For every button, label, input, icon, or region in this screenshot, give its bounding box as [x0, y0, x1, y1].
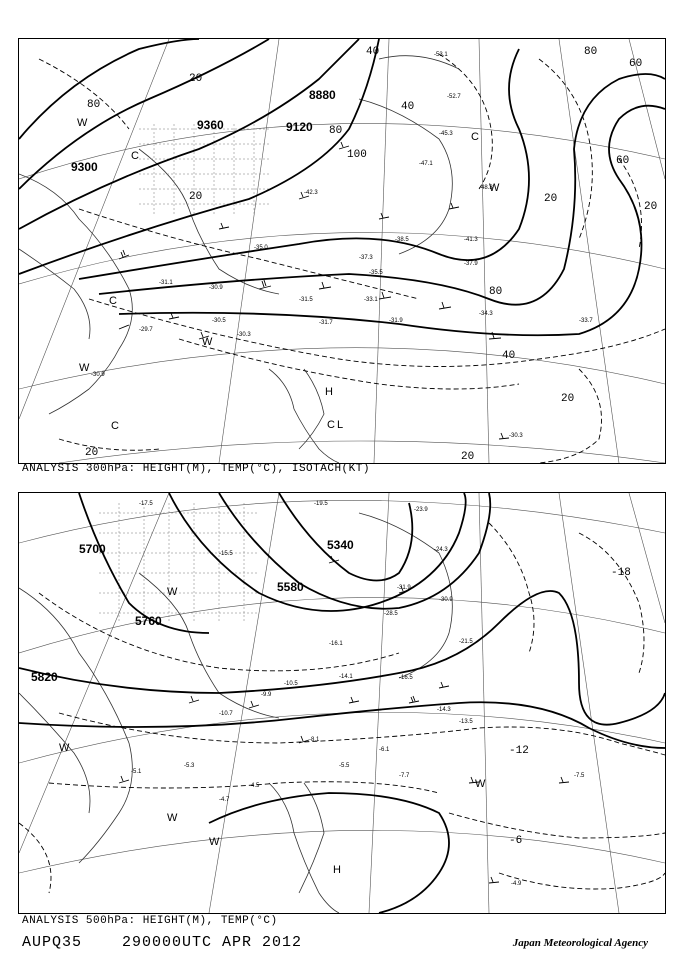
station-temp: -37.9: [464, 261, 478, 267]
agency-name: Japan Meteorological Agency: [512, 937, 648, 949]
station-temp: -48.3: [479, 185, 493, 191]
isotach-label: 100: [347, 149, 367, 161]
isotach-label: 20: [189, 73, 203, 85]
station-temp: -41.3: [464, 237, 478, 243]
chart-identifier: [22, 934, 302, 951]
warm-label: W: [59, 742, 70, 754]
wind-barbs: [119, 556, 569, 883]
station-temp: -29.7: [139, 327, 153, 333]
station-temp: -33.7: [579, 318, 593, 324]
high-label: H: [325, 386, 333, 398]
chart-300hpa: [18, 38, 666, 464]
station-temp: -6.1: [379, 747, 390, 753]
system-labels-500: [59, 586, 486, 876]
station-temp: -15.5: [219, 551, 233, 557]
station-temp: -30.9: [209, 285, 223, 291]
chart-500hpa: [18, 492, 666, 914]
height-label: 9120: [286, 120, 313, 134]
station-temp: -30.3: [237, 332, 251, 338]
height-labels-500: [31, 538, 354, 684]
isotach-label: 20: [644, 201, 658, 213]
isotach-label: 80: [584, 46, 598, 58]
station-temp: -45.3: [439, 131, 453, 137]
station-temp: -30.5: [212, 318, 226, 324]
chart-code: AUPQ35: [22, 934, 83, 951]
station-temp: -30.9: [91, 372, 105, 378]
height-label: 5340: [327, 538, 354, 552]
isotach-label: 20: [189, 191, 203, 203]
station-temp: -5.5: [339, 763, 350, 769]
station-temp: -47.1: [419, 161, 433, 167]
cold-label: C: [109, 295, 117, 307]
warm-label: W: [167, 812, 178, 824]
station-temp: -23.9: [414, 507, 428, 513]
warm-label: W: [202, 336, 213, 348]
station-temp: -5.3: [184, 763, 195, 769]
station-temp: -30.3: [509, 433, 523, 439]
cold-label: C: [111, 420, 119, 432]
station-temp: -14.3: [437, 707, 451, 713]
station-temp: -17.5: [139, 501, 153, 507]
temp-label: -6: [509, 835, 523, 847]
station-temp: -10.7: [219, 711, 233, 717]
station-temp: -4.9: [511, 881, 522, 887]
station-temp: -31.1: [159, 280, 173, 286]
isotach-label: 20: [461, 451, 475, 463]
isotach-label: 80: [87, 99, 101, 111]
isotach-label: 20: [85, 447, 99, 459]
warm-label: W: [489, 182, 500, 194]
map-500hpa: [19, 493, 665, 913]
station-temp: -9.9: [261, 692, 272, 698]
height-label: 9360: [197, 118, 224, 132]
station-temp: -38.5: [395, 237, 409, 243]
station-temp: -21.5: [459, 639, 473, 645]
height-label: 9300: [71, 160, 98, 174]
latlon-grid: [19, 493, 665, 913]
station-temp: -4.7: [219, 797, 230, 803]
cold-label: C: [327, 419, 335, 431]
station-temp: -31.5: [299, 297, 313, 303]
caption-300hpa: ANALYSIS 300hPa: HEIGHT(M), TEMP(°C), ISOTACH(KT): [22, 463, 370, 475]
isotach-label: 60: [616, 155, 630, 167]
temp-label: -18: [611, 567, 631, 579]
station-temp: -4.5: [249, 783, 260, 789]
station-temp: -42.3: [304, 190, 318, 196]
chart-datetime: 290000UTC APR 2012: [122, 934, 303, 951]
station-temp: -10.5: [284, 681, 298, 687]
warm-label: W: [77, 117, 88, 129]
station-temp: -31.7: [319, 320, 333, 326]
station-temp: -53.1: [434, 52, 448, 58]
station-temp: -8.1: [309, 737, 320, 743]
station-temp: -16.1: [329, 641, 343, 647]
station-temp: -34.3: [479, 311, 493, 317]
station-temp: -52.7: [447, 94, 461, 100]
station-temp: -7.7: [399, 773, 410, 779]
system-labels-300: [77, 117, 503, 432]
station-temp: -13.5: [459, 719, 473, 725]
height-labels-300: [71, 88, 336, 174]
low-label: L: [337, 419, 344, 431]
station-temp: -35.5: [369, 270, 383, 276]
height-label: 5700: [79, 542, 106, 556]
station-temps-500: [131, 501, 585, 887]
height-label: 5580: [277, 580, 304, 594]
height-contours: [19, 39, 665, 335]
isotach-label: 80: [329, 125, 343, 137]
station-temp: -24.3: [434, 547, 448, 553]
station-temp: -31.9: [389, 318, 403, 324]
height-label: 5820: [31, 670, 58, 684]
high-label: H: [333, 864, 341, 876]
station-temp: -7.5: [574, 773, 585, 779]
warm-label: W: [209, 836, 220, 848]
isotach-label: 40: [502, 350, 516, 362]
station-temp: -31.9: [397, 585, 411, 591]
warm-label: W: [475, 778, 486, 790]
station-temp: -5.1: [131, 769, 142, 775]
isotach-label: 60: [629, 58, 643, 70]
isotach-label: 20: [561, 393, 575, 405]
warm-label: W: [79, 362, 90, 374]
temp-hatch: [99, 503, 259, 623]
isotach-label: 80: [489, 286, 503, 298]
station-temp: -35.0: [254, 245, 268, 251]
station-temp: -19.5: [314, 501, 328, 507]
cold-label: C: [131, 150, 139, 162]
station-temps-300: [91, 52, 593, 439]
cold-label: C: [471, 131, 479, 143]
station-temp: -14.1: [339, 674, 353, 680]
isotach-label: 40: [401, 101, 415, 113]
station-temp: -30.9: [439, 597, 453, 603]
caption-500hpa: ANALYSIS 500hPa: HEIGHT(M), TEMP(°C): [22, 915, 278, 927]
height-label: 5760: [135, 614, 162, 628]
temp-label: -12: [509, 745, 529, 757]
station-temp: -37.3: [359, 255, 373, 261]
isotach-label: 40: [366, 46, 380, 58]
station-temp: -33.1: [364, 297, 378, 303]
map-300hpa: [19, 39, 665, 463]
station-temp: -28.5: [384, 611, 398, 617]
height-label: 8880: [309, 88, 336, 102]
isotach-hatch: [139, 124, 269, 214]
station-temp: -16.5: [399, 675, 413, 681]
isotach-label: 20: [544, 193, 558, 205]
warm-label: W: [167, 586, 178, 598]
